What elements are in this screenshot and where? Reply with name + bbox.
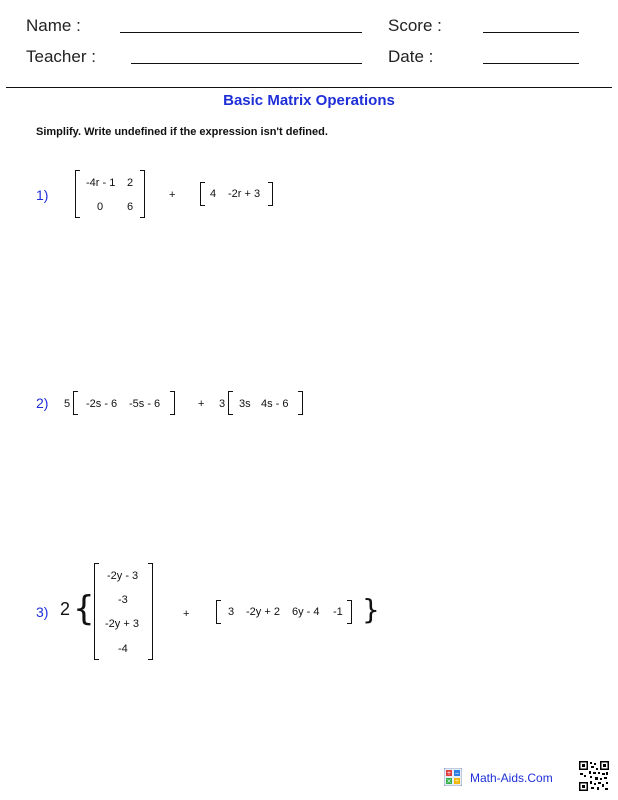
matrix-cell: -2y + 3 [105,618,139,630]
right-curly-brace: } [362,593,380,626]
calculator-icon [444,768,462,786]
matrix-cell: -2s - 6 [86,398,118,410]
matrix-cell: -2r + 3 [228,188,261,200]
name-field-line[interactable] [120,32,362,33]
right-bracket [140,170,145,218]
score-field-line[interactable] [483,32,579,33]
svg-text:×: × [446,778,452,785]
matrix-cell: 6y - 4 [292,606,320,618]
left-bracket [73,391,78,415]
site-link[interactable]: Math-Aids.Com [470,771,553,785]
qr-code-icon [578,760,610,792]
matrix-cell: -4r - 1 [86,177,116,189]
left-bracket [200,182,205,206]
problem-number: 3) [36,604,49,620]
left-bracket [216,600,221,624]
left-curly-brace: { [73,589,95,629]
name-label: Name : [26,16,81,35]
matrix-cell: -5s - 6 [129,398,161,410]
right-bracket [347,600,352,624]
date-label: Date : [388,47,434,66]
svg-text:+: + [446,770,452,777]
scalar-coefficient: 5 [64,398,71,410]
matrix-cell: -3 [118,594,128,606]
matrix-cell: 2 [127,177,134,189]
matrix-cell: 4s - 6 [261,398,289,410]
matrix-cell: 6 [127,201,134,213]
problem-number: 1) [36,187,49,203]
plus-operator: + [169,189,176,201]
problem-number: 2) [36,395,49,411]
svg-text:÷: ÷ [454,778,460,785]
right-bracket [268,182,273,206]
svg-text:−: − [454,770,460,777]
plus-operator: + [183,608,190,620]
scalar-coefficient: 3 [219,398,226,410]
left-bracket [228,391,233,415]
worksheet-title: Basic Matrix Operations [223,92,395,109]
right-bracket [148,563,153,660]
matrix-cell: 0 [97,201,104,213]
matrix-cell: 4 [210,188,217,200]
teacher-label: Teacher : [26,47,96,66]
left-bracket [94,563,99,660]
matrix-cell: 3s [239,398,251,410]
header-divider [6,87,612,88]
matrix-cell: -2y - 3 [107,570,139,582]
matrix-cell: -4 [118,643,128,655]
scalar-coefficient: 2 [60,599,71,619]
instructions: Simplify. Write undefined if the expression isn't defined. [36,126,328,138]
teacher-field-line[interactable] [131,63,362,64]
plus-operator: + [198,398,205,410]
matrix-cell: -1 [333,606,343,618]
matrix-cell: -2y + 2 [246,606,280,618]
right-bracket [170,391,175,415]
matrix-cell: 3 [228,606,235,618]
date-field-line[interactable] [483,63,579,64]
right-bracket [298,391,303,415]
left-bracket [75,170,80,218]
score-label: Score : [388,16,442,35]
